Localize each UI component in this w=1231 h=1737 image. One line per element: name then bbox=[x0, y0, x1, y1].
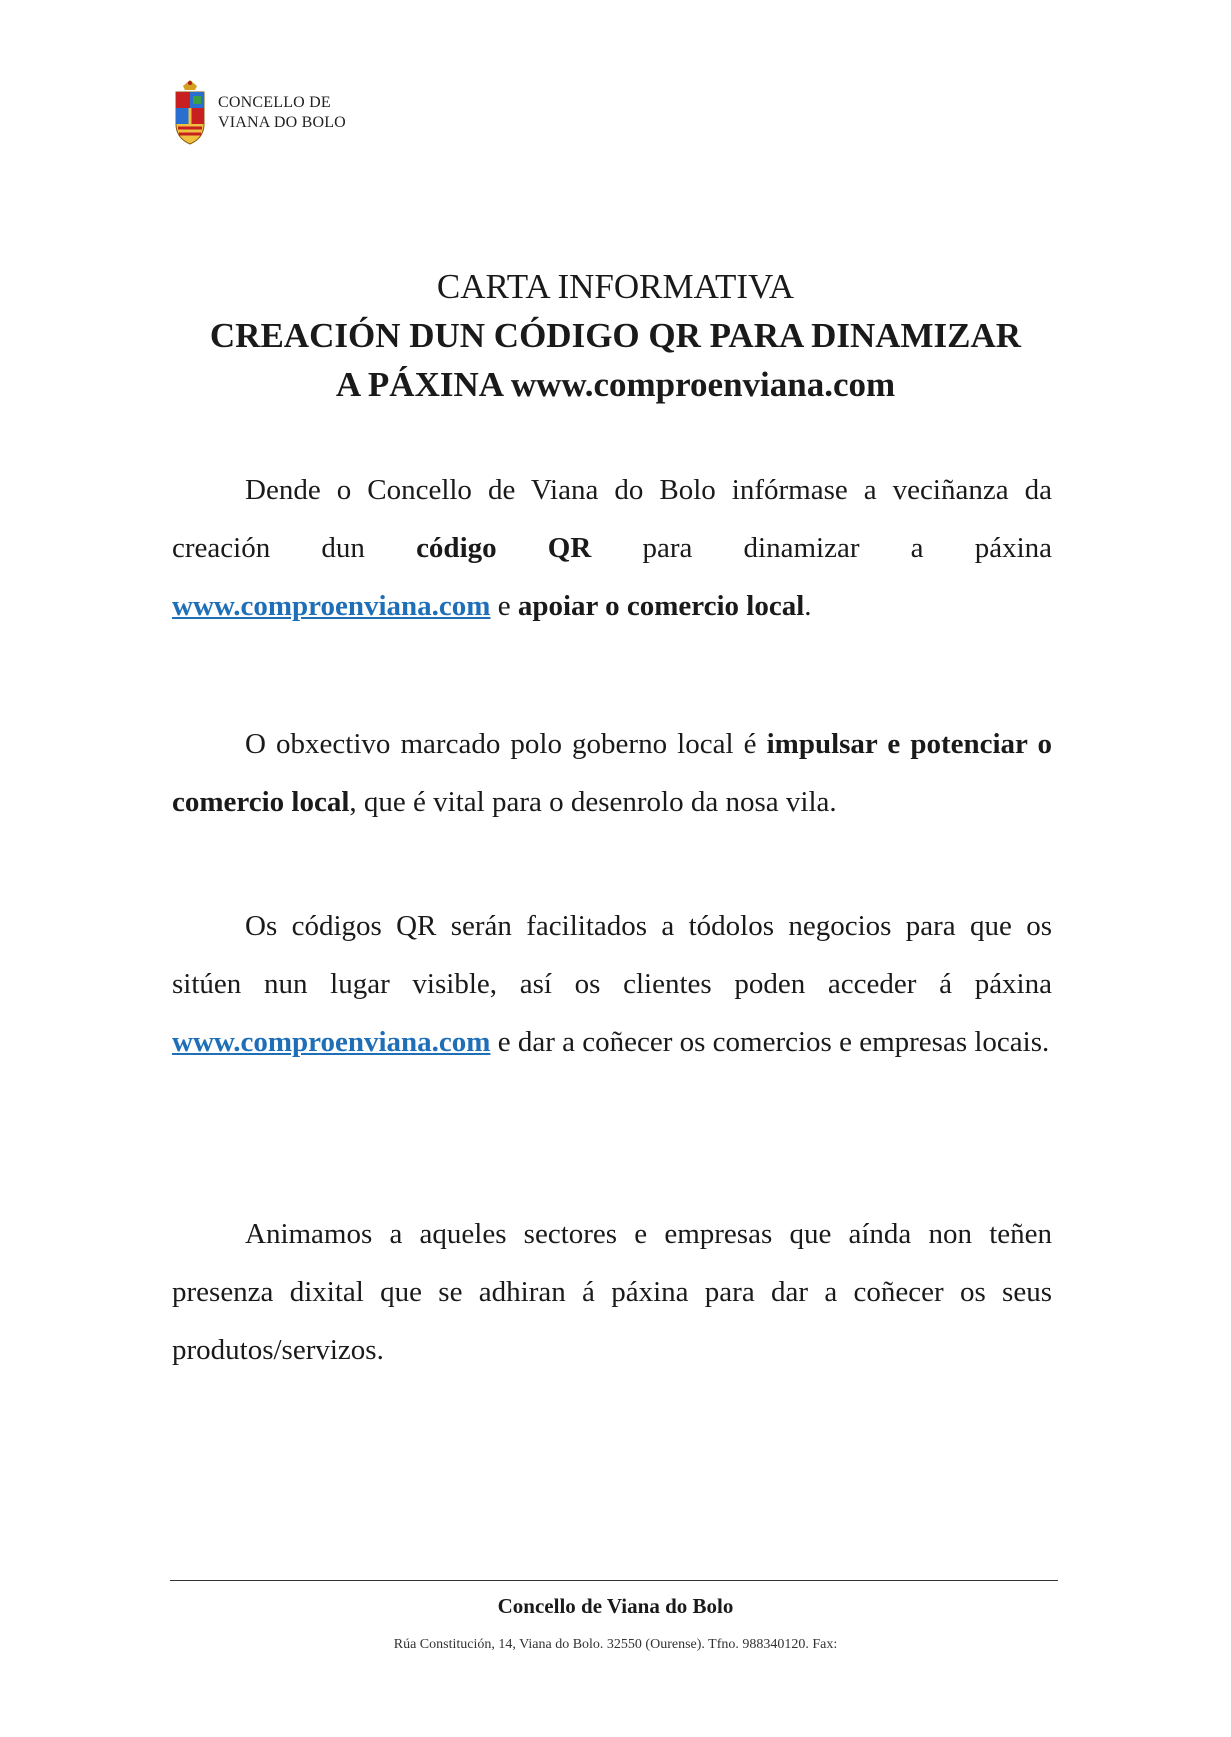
p1-bold-2: apoiar o comercio local bbox=[517, 590, 805, 622]
p1-text-4: . bbox=[804, 590, 812, 622]
title-line-3: A PÁXINA www.comproenviana.com bbox=[335, 365, 896, 404]
p3-text-2: e dar a coñecer os comercios e empresas locais. bbox=[490, 1026, 1050, 1058]
paragraph-3 bbox=[172, 897, 1052, 1071]
footer-divider bbox=[170, 1580, 1058, 1581]
website-link-2[interactable]: www.comproenviana.com bbox=[172, 1026, 491, 1058]
p3-text-1: Os códigos QR serán facilitados a tódolos negocios para que os sitúen nun lugar visible, así os clientes poden acceder á páxina bbox=[172, 910, 1052, 1000]
p1-bold-1: código QR bbox=[416, 532, 592, 564]
letterhead bbox=[170, 78, 346, 148]
p2-text-1: O obxectivo marcado polo goberno local é bbox=[245, 728, 767, 760]
document-title bbox=[0, 262, 1231, 409]
website-link-1[interactable]: www.comproenviana.com bbox=[172, 590, 491, 622]
footer-organization: Concello de Viana do Bolo bbox=[497, 1594, 734, 1618]
title-line-1: CARTA INFORMATIVA bbox=[436, 267, 795, 306]
p1-text-2: para dinamizar a páxina bbox=[591, 532, 1053, 564]
title-line-2: CREACIÓN DUN CÓDIGO QR PARA DINAMIZAR bbox=[209, 316, 1022, 355]
paragraph-4 bbox=[172, 1205, 1052, 1379]
p2-text-2: , que é vital para o desenrolo da nosa vila. bbox=[349, 786, 837, 818]
org-line-1: CONCELLO DE bbox=[218, 94, 331, 111]
paragraph-1 bbox=[172, 461, 1052, 635]
p4-text-1: Animamos a aqueles sectores e empresas que aínda non teñen presenza dixital que se adhiran á páxina para dar a coñecer os seus produtos/servizos. bbox=[172, 1218, 1052, 1366]
footer-address: Rúa Constitución, 14, Viana do Bolo. 32550 (Ourense). Tfno. 988340120. Fax: bbox=[393, 1637, 838, 1652]
organization-name bbox=[218, 93, 346, 133]
org-line-2: VIANA DO BOLO bbox=[218, 114, 346, 131]
coat-of-arms-icon bbox=[170, 78, 210, 148]
p1-text-1: Dende o Concello de Viana do Bolo infórmase a veciñanza da creación dun bbox=[172, 474, 1052, 564]
p2-bold-1: impulsar e potenciar o comercio local bbox=[172, 728, 1052, 818]
paragraph-2 bbox=[172, 715, 1052, 831]
p1-text-3: e bbox=[490, 590, 518, 622]
